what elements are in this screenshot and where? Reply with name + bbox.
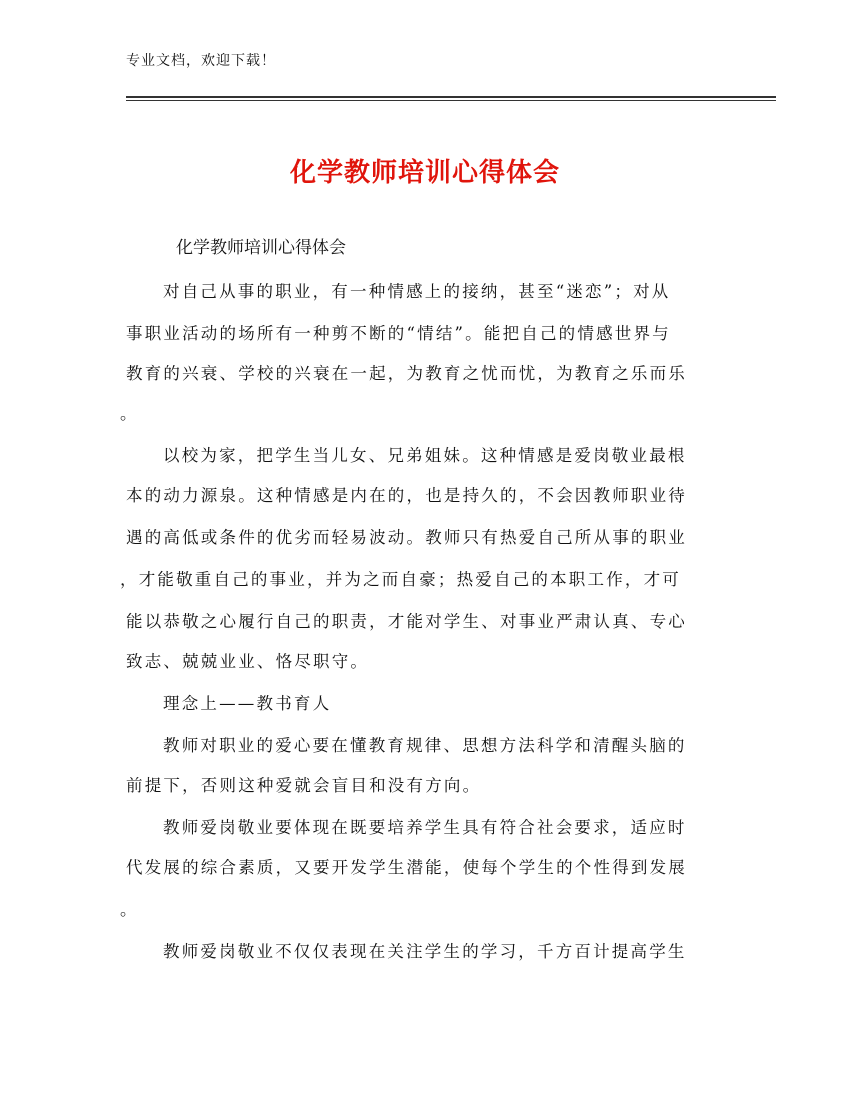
paragraph-line: 。 <box>120 900 139 919</box>
paragraph-line: 本的动力源泉。这种情感是内在的，也是持久的，不会因教师职业待 <box>126 486 687 505</box>
document-subtitle: 化学教师培训心得体会 <box>176 238 346 258</box>
document-title: 化学教师培训心得体会 <box>289 158 560 188</box>
header-rule-thick <box>126 96 776 98</box>
paragraph-line: 教师爱岗敬业要体现在既要培养学生具有符合社会要求，适应时 <box>163 818 687 837</box>
paragraph-line: ，才能敬重自己的事业，并为之而自豪；热爱自己的本职工作，才可 <box>120 570 681 589</box>
header-text: 专业文档，欢迎下载！ <box>126 53 276 69</box>
paragraph-line: 代发展的综合素质，又要开发学生潜能，使每个学生的个性得到发展 <box>126 858 687 877</box>
paragraph-line: 以校为家，把学生当儿女、兄弟姐妹。这种情感是爱岗敬业最根 <box>163 446 687 465</box>
paragraph-line: 教师对职业的爱心要在懂教育规律、思想方法科学和清醒头脑的 <box>163 736 687 755</box>
paragraph-line: 教师爱岗敬业不仅仅表现在关注学生的学习，千方百计提高学生 <box>163 942 687 961</box>
paragraph-line: 致志、兢兢业业、恪尽职守。 <box>126 652 370 671</box>
paragraph-line: 。 <box>120 404 139 423</box>
paragraph-line: 教育的兴衰、学校的兴衰在一起，为教育之忧而忧，为教育之乐而乐 <box>126 364 687 383</box>
paragraph-line: 前提下，否则这种爱就会盲目和没有方向。 <box>126 776 482 795</box>
paragraph-line: 遇的高低或条件的优劣而轻易波动。教师只有热爱自己所从事的职业 <box>126 528 687 547</box>
section-heading: 理念上——教书育人 <box>163 694 332 713</box>
paragraph-line: 对自己从事的职业，有一种情感上的接纳，甚至“迷恋”；对从 <box>163 282 671 301</box>
paragraph-line: 能以恭敬之心履行自己的职责，才能对学生、对事业严肃认真、专心 <box>126 612 687 631</box>
paragraph-line: 事职业活动的场所有一种剪不断的“情结”。能把自己的情感世界与 <box>126 324 671 343</box>
header-rule-thin <box>126 100 776 101</box>
